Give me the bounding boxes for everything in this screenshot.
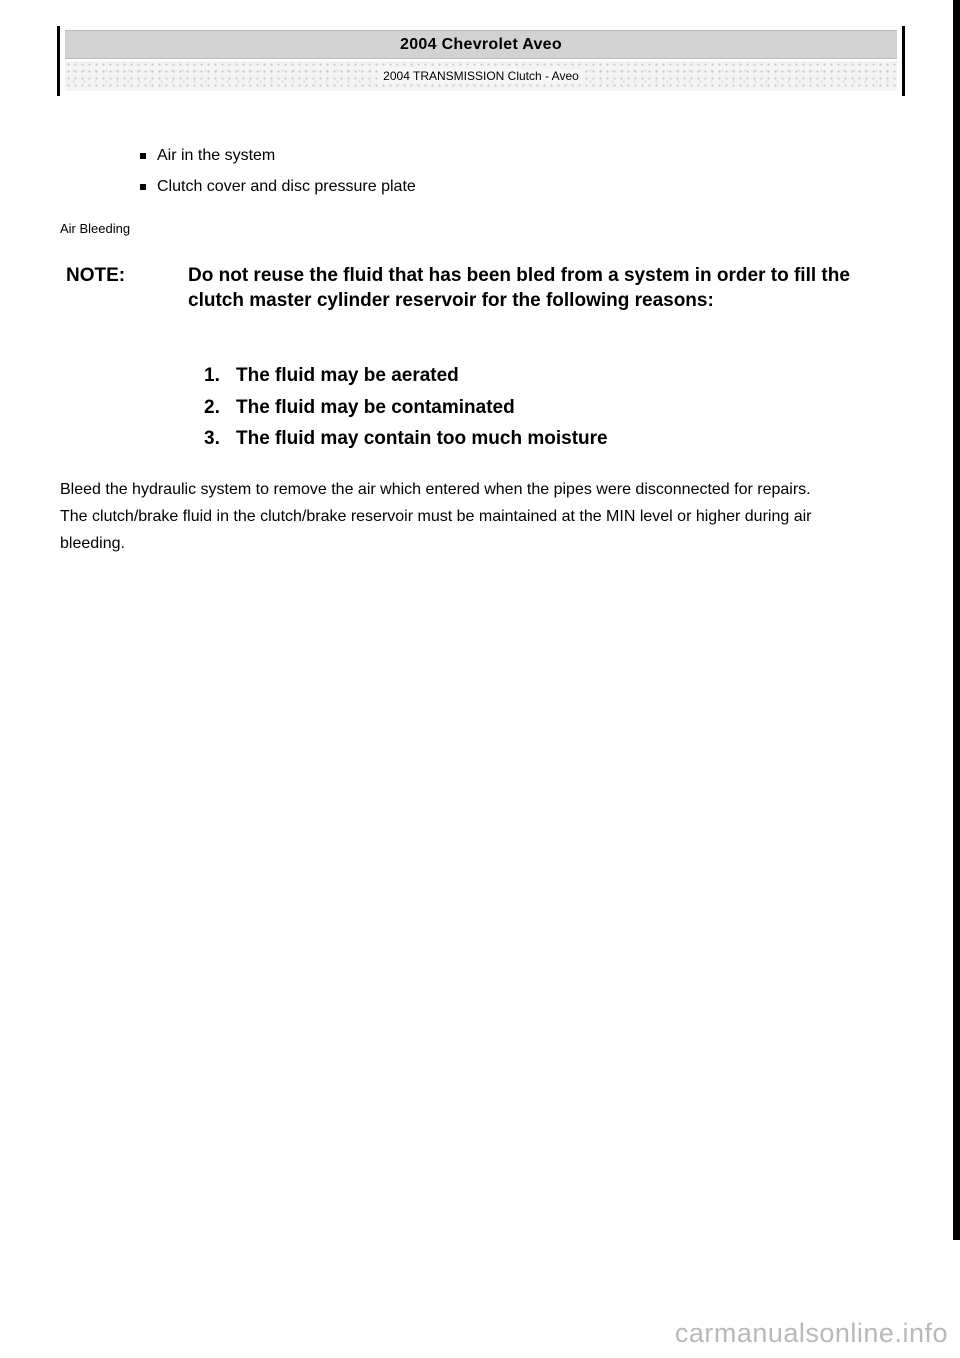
list-item (204, 362, 608, 394)
reason-list (204, 362, 608, 457)
list-item (204, 425, 608, 457)
reason-number: 3. (204, 428, 220, 449)
section-heading: Air Bleeding (60, 221, 131, 236)
list-item (140, 171, 416, 202)
section-subtitle: 2004 TRANSMISSION Clutch - Aveo (379, 69, 583, 83)
reason-text: The fluid may be aerated (236, 365, 459, 386)
watermark: carmanualsonline.info (674, 1318, 948, 1348)
note-label: NOTE: (66, 265, 126, 286)
reason-number: 1. (204, 365, 220, 386)
reason-text: The fluid may be contaminated (236, 396, 515, 418)
bullet-square-icon (140, 184, 146, 190)
bullet-square-icon (140, 153, 146, 159)
reason-text: The fluid may contain too much moisture (236, 428, 608, 449)
list-item-text: Air in the system (157, 146, 276, 164)
list-item-text: Clutch cover and disc pressure plate (157, 177, 416, 195)
vehicle-title: 2004 Chevrolet Aveo (65, 30, 897, 59)
note-text: Do not reuse the fluid that has been bled from a system in order to fill the clutch master cylinder reservoir for the following reasons: (188, 265, 850, 311)
procedure-paragraph: Bleed the hydraulic system to remove the air which entered when the pipes were disconnected for repairs. The clutch/brake fluid in the clutch/brake reservoir must be maintained at the MIN level or higher during air bleeding. (60, 481, 812, 552)
list-item (204, 394, 608, 426)
page-edge-rule (953, 0, 960, 1240)
reason-number: 2. (204, 396, 220, 418)
list-item (140, 140, 416, 171)
section-subtitle-bar (65, 61, 897, 91)
cause-list (140, 140, 416, 202)
page-header (57, 26, 905, 96)
